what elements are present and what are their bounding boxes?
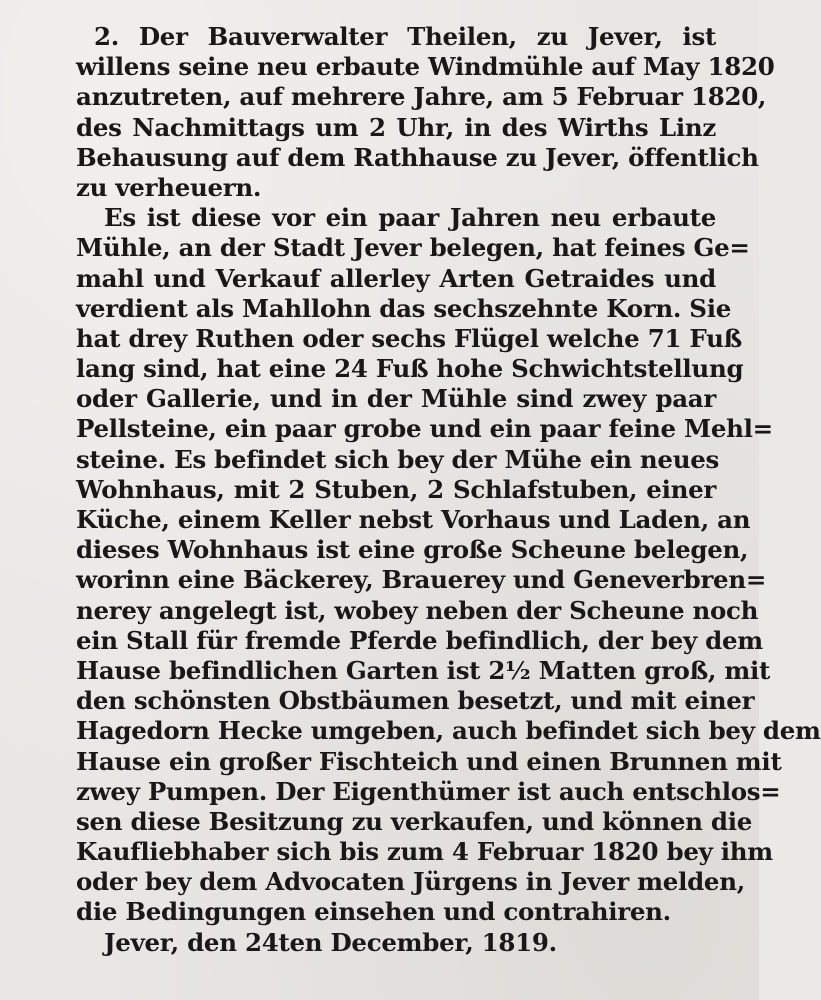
text-line: Mühle, an der Stadt Jever belegen, hat feines Ge= [76, 233, 750, 263]
text-line: des Nachmittags um 2 Uhr, in des Wirths Linz [76, 112, 716, 142]
text-line: worinn eine Bäckerey, Brauerey und Geneverbren= [76, 565, 767, 595]
text-line: Küche, einem Keller nebst Vorhaus und Laden, an [76, 505, 751, 534]
text-line: dieses Wohnhaus ist eine große Scheune belegen, [76, 535, 749, 565]
text-line: hat drey Ruthen oder sechs Flügel welche 71 Fuß [76, 323, 742, 353]
text-line: Wohnhaus, mit 2 Stuben, 2 Schlafstuben, einer [76, 474, 716, 504]
text-line: 2. Der Bauverwalter Theilen, zu Jever, ist [94, 22, 716, 51]
text-line: Hause befindlichen Garten ist 2½ Matten groß, mit [76, 655, 771, 685]
text-line: die Bedingungen einsehen und contrahiren. [76, 897, 671, 927]
text-line: lang sind, hat eine 24 Fuß hohe Schwichtstellung [76, 354, 744, 384]
text-line: Es ist diese vor ein paar Jahren neu erbaute [104, 203, 716, 233]
text-line: sen diese Besitzung zu verkaufen, und können die [76, 806, 753, 836]
text-line: zwey Pumpen. Der Eigenthümer ist auch entschlos= [76, 776, 781, 806]
text-line: Behausung auf dem Rathhause zu Jever, öffentlich [76, 142, 759, 172]
text-line: oder Gallerie, und in der Mühle sind zwey paar [76, 384, 716, 414]
text-line: oder bey dem Advocaten Jürgens in Jever melden, [76, 867, 745, 897]
text-line: anzutreten, auf mehrere Jahre, am 5 Februar 1820, [76, 82, 767, 112]
dateline: Jever, den 24ten December, 1819. [104, 927, 557, 957]
text-line: Hagedorn Hecke umgeben, auch befindet sich bey dem [76, 716, 821, 746]
text-line: Hause ein großer Fischteich und einen Brunnen mit [76, 746, 782, 776]
text-line: zu verheuern. [76, 172, 262, 202]
text-line: mahl und Verkauf allerley Arten Getraides und [76, 263, 716, 293]
notice-text-block [76, 22, 821, 958]
text-line: willens seine neu erbaute Windmühle auf May 1820 [76, 52, 775, 82]
text-line: Kaufliebhaber sich bis zum 4 Februar 1820 bey ihm [76, 837, 773, 867]
text-line: Pellsteine, ein paar grobe und ein paar feine Mehl= [76, 414, 773, 444]
text-line: ein Stall für fremde Pferde befindlich, der bey dem [76, 625, 763, 655]
text-line: verdient als Mahllohn das sechszehnte Korn. Sie [76, 293, 731, 323]
text-line: den schönsten Obstbäumen besetzt, und mit einer [76, 686, 755, 716]
text-line: steine. Es befindet sich bey der Mühe ein neues [76, 444, 719, 474]
text-line: nerey angelegt ist, wobey neben der Scheune noch [76, 595, 759, 625]
